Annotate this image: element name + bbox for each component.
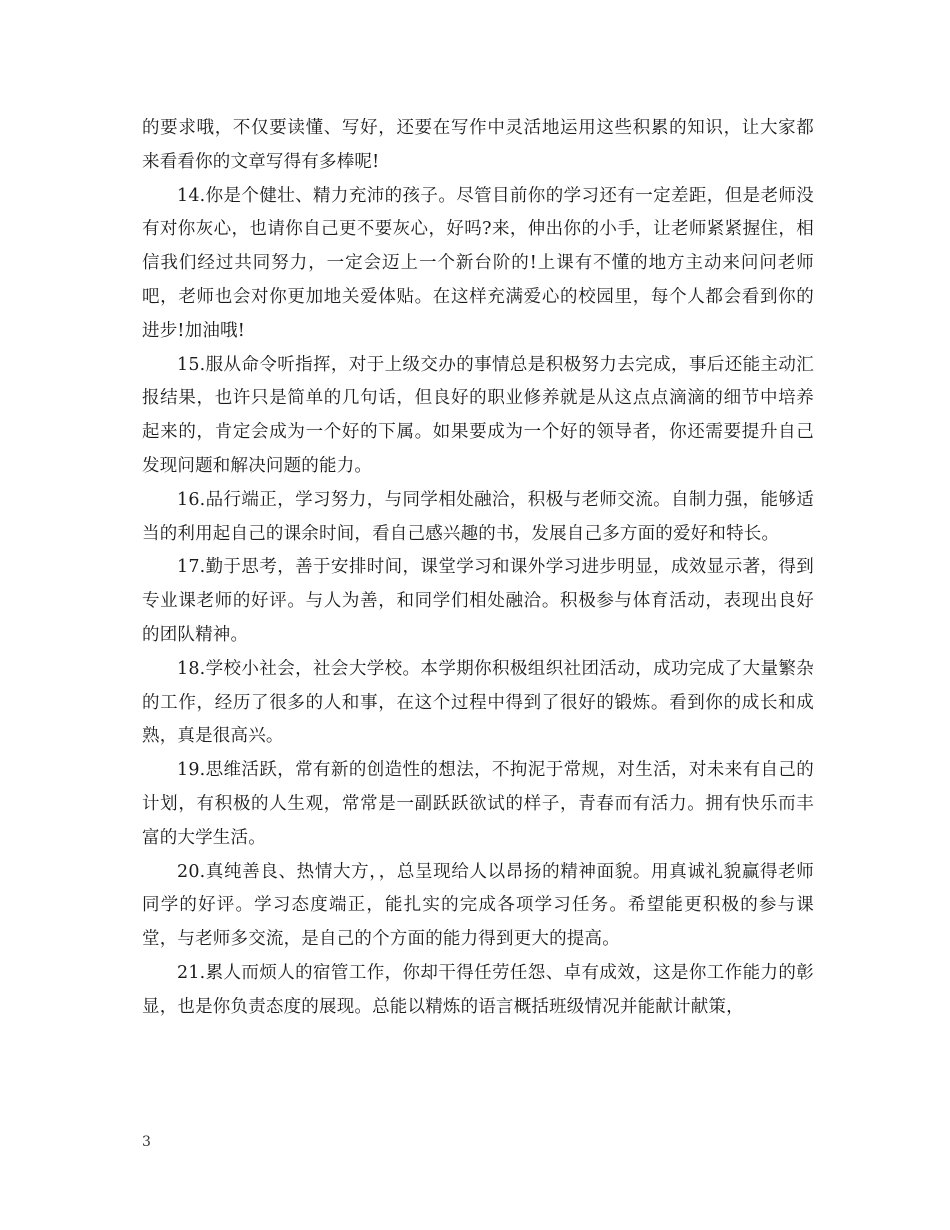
paragraph-item-19: 19.思维活跃，常有新的创造性的想法，不拘泥于常规，对生活，对未来有自己的计划，有积极的人生观，常常是一副跃跃欲试的样子，青春而有活力。拥有快乐而丰富的大学生活。 bbox=[142, 760, 814, 848]
paragraph-item-17: 17.勤于思考，善于安排时间，课堂学习和课外学习进步明显，成效显示著，得到专业课老师的好评。与人为善，和同学们相处融洽。积极参与体育活动，表现出良好的团队精神。 bbox=[142, 557, 814, 645]
document-body bbox=[142, 112, 814, 1025]
page-number: 3 bbox=[142, 1134, 151, 1150]
paragraph-item-18: 18.学校小社会，社会大学校。本学期你积极组织社团活动，成功完成了大量繁杂的工作，经历了很多的人和事，在这个过程中得到了很好的锻炼。看到你的成长和成熟，真是很高兴。 bbox=[142, 658, 814, 747]
paragraph-continuation: 的要求哦，不仅要读懂、写好，还要在写作中灵活地运用这些积累的知识，让大家都来看看你的文章写得有多棒呢! bbox=[142, 118, 814, 172]
paragraph-item-16: 16.品行端正，学习努力，与同学相处融洽，积极与老师交流。自制力强，能够适当的利用起自己的课余时间，看自己感兴趣的书，发展自己多方面的爱好和特长。 bbox=[142, 489, 814, 544]
paragraph-item-14: 14.你是个健壮、精力充沛的孩子。尽管目前你的学习还有一定差距，但是老师没有对你灰心，也请你自己更不要灰心，好吗?来，伸出你的小手，让老师紧紧握住，相信我们经过共同努力，一定会迈上一个新台阶的!上课有不懂的地方主动来问问老师吧，老师也会对你更加地关爱体贴。在这样充满爱心的校园里，每个人都会看到你的进步!加油哦! bbox=[142, 185, 814, 341]
paragraph-item-15: 15.服从命令听指挥，对于上级交办的事情总是积极努力去完成，事后还能主动汇报结果，也许只是简单的几句话，但良好的职业修养就是从这点点滴滴的细节中培养起来的，肯定会成为一个好的下属。如果要成为一个好的领导者，你还需要提升自己发现问题和解决问题的能力。 bbox=[142, 354, 814, 476]
paragraph-item-21: 21.累人而烦人的宿管工作，你却干得任劳任怨、卓有成效，这是你工作能力的彰显，也是你负责态度的展现。总能以精炼的语言概括班级情况并能献计献策， bbox=[142, 962, 814, 1017]
paragraph-item-20: 20.真纯善良、热情大方，，总呈现给人以昂扬的精神面貌。用真诚礼貌赢得老师同学的好评。学习态度端正，能扎实的完成各项学习任务。希望能更积极的参与课堂，与老师多交流，是自己的个方面的能力得到更大的提高。 bbox=[142, 861, 814, 950]
